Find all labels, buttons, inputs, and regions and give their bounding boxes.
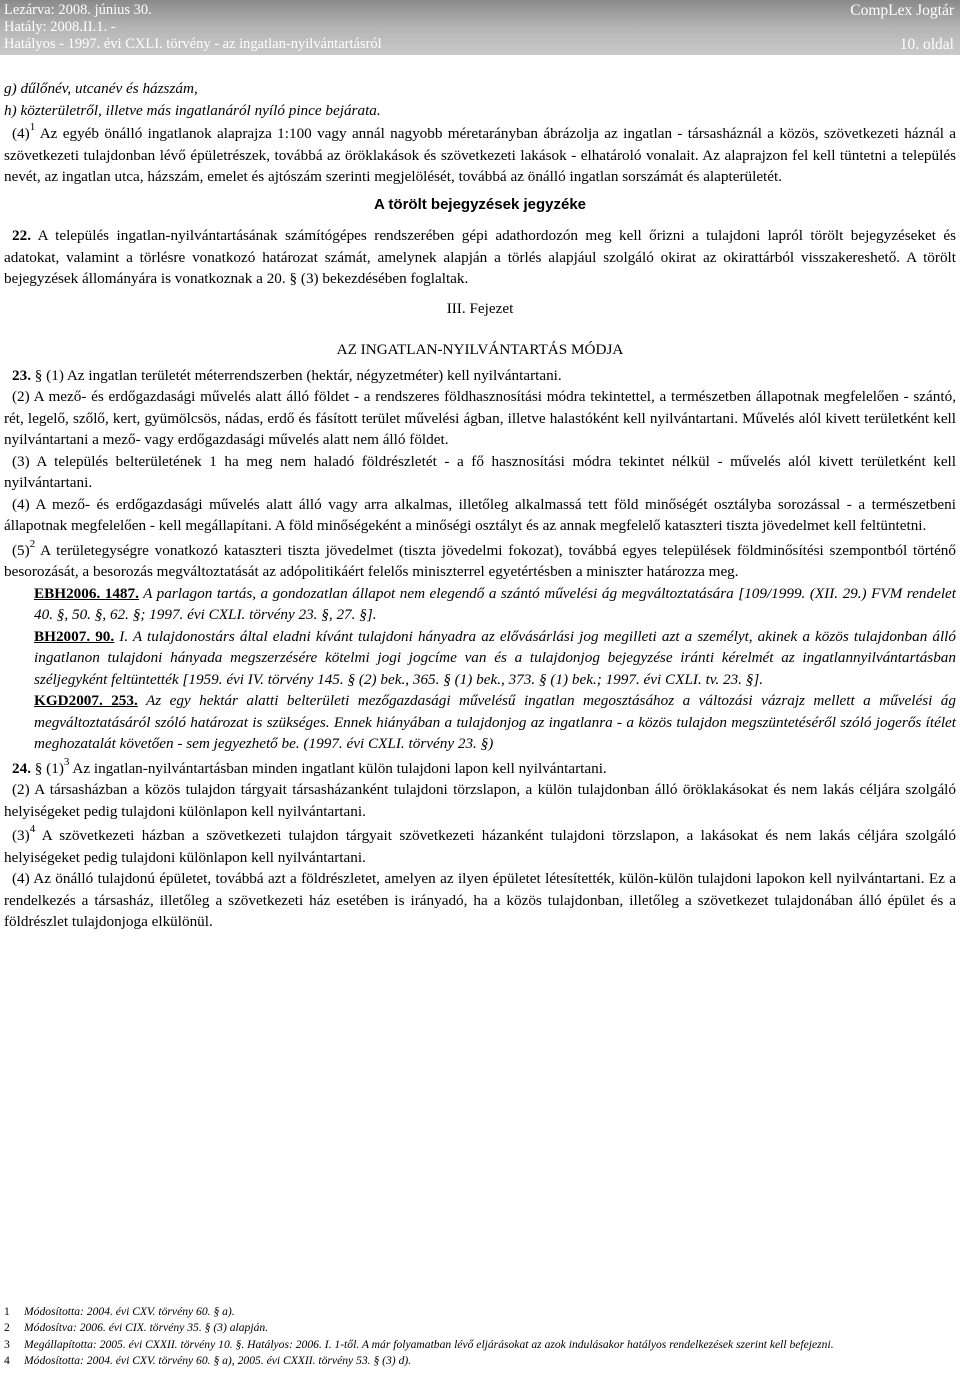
section-24-3 [4, 825, 956, 868]
section-23-3: (3) A település belterületének 1 ha meg nem haladó földrészletét - a fő hasznosítási módra tekintet nélkül - művelés alól kivett területként kell nyilvántartani. [4, 452, 956, 491]
chapter-number: III. Fejezet [446, 299, 514, 317]
header-effective-date: Hatály: 2008.II.1. - [4, 19, 116, 35]
paragraph-text: A területegységre vonatkozó kataszteri tiszta jövedelmet (tiszta jövedelmi fokozat), továbbá egyes települések földminősítési szempontból történő besorozását, a besorozás megváltoztatását az adópolitikáért felelős miniszterrel egyetértésben a miniszter határozza meg. [4, 541, 956, 580]
section-24-4: (4) Az önálló tulajdonú épületet, továbbá azt a földrészletet, amelyen az ilyen épületet létesítették, külön-külön tulajdoni lapokon kell nyilvántartani. Ez a rendelkezés a társasház, illetőleg a szövetkezeti ház esetében is irányadó, ha a közös tulajdonban, illetőleg a szövetkezet tulajdonában álló épület és a földrészlet tulajdonjoga elkülönül. [4, 870, 956, 930]
document-body [4, 78, 956, 933]
footnote-number: 2 [4, 1321, 10, 1335]
case-summary: A parlagon tartás, a gondozatlan állapot nem elegendő a szántó művelési ág megváltoztatására [109/1999. (XII. 29.) FVM rendelet 40. §, 50. §, 62. §; 1997. évi CXLI. törvény 23. §, 27. §]. [34, 584, 956, 623]
header-page-number: 10. oldal [899, 36, 954, 53]
footnote-ref-1[interactable]: 1 [29, 121, 36, 133]
header-law-title: Hatályos - 1997. évi CXLI. törvény - az ingatlan-nyilvántartásról [4, 36, 382, 52]
footnote-number: 1 [4, 1305, 10, 1318]
paragraph-text: Az ingatlan-nyilvántartásban minden ingatlant külön tulajdoni lapon kell nyilvántartani. [69, 759, 607, 777]
header-closing-date: Lezárva: 2008. június 30. [4, 2, 152, 18]
footnote-ref-3[interactable]: 3 [63, 755, 70, 768]
paragraph-text: A szövetkezeti házban a szövetkezeti tulajdon tárgyait szövetkezeti házanként tulajdoni törzslapon, a lakásokat és nem lakás céljára szolgáló helyiségeket pedig tulajdoni különlapon kell nyilvántartani. [4, 827, 956, 866]
paragraph-number: (3) [12, 827, 30, 844]
section-23-5 [4, 537, 956, 583]
footnote-number: 3 [4, 1337, 10, 1351]
case-reference-link[interactable]: EBH2006. 1487. [34, 584, 139, 602]
footnote-number: 4 [4, 1354, 10, 1368]
paragraph-number: (5) [12, 541, 30, 559]
paragraph-number: (4) [12, 125, 30, 142]
list-item-h: h) közterületről, illetve más ingatlanáról nyíló pince bejárata. [4, 101, 381, 119]
section-23-2: (2) A mező- és erdőgazdasági művelés alatt álló földet - a rendszeres földhasznosítási módra tekintettel, a természetben állapotnak megfelelően - szántó, rét, legelő, szőlő, kert, gyümölcsös, nádas, erdő és fásított terület művelési ágban, illetve halastóként kell nyilvántartani. Művelés alól kivett területként kell nyilvántartani a mező- vagy erdőgazdasági művelés alatt nem álló földet. [4, 388, 956, 448]
section-22 [4, 225, 956, 290]
footnote-text: Módosította: 2004. évi CXV. törvény 60. § a). [24, 1305, 235, 1318]
section-23-1 [4, 365, 956, 387]
footnote-ref-2[interactable]: 2 [29, 537, 36, 550]
footnote-4 [4, 1353, 956, 1369]
page-header [0, 0, 960, 55]
footnote-text: Módosította: 2004. évi CXV. törvény 60. § a), 2005. évi CXXII. törvény 53. § (3) d). [24, 1354, 412, 1368]
footnote-text: Megállapította: 2005. évi CXXII. törvény 10. §. Hatályos: 2006. I. 1-től. A már folyamatban lévő eljárásokat az azok indulásakor hatályos rendelkezések szerint kell befejezni. [24, 1337, 834, 1351]
section-number: 23. [12, 366, 31, 384]
case-law-entry [4, 690, 956, 755]
chapter-title: AZ INGATLAN-NYILVÁNTARTÁS MÓDJA [336, 341, 624, 358]
section-number: 22. [12, 227, 31, 244]
footnote-1 [4, 1304, 956, 1320]
footnote-3 [4, 1337, 956, 1353]
footnote-text: Módosítva: 2006. évi CIX. törvény 35. § (3) alapján. [24, 1321, 269, 1335]
case-law-entry [4, 583, 956, 626]
case-reference-link[interactable]: KGD2007. 253. [34, 692, 138, 709]
footnote-ref-4[interactable]: 4 [29, 823, 36, 835]
paragraph-number: § (1) [30, 759, 64, 777]
case-law-entry [4, 626, 956, 691]
section-24-1 [4, 755, 956, 780]
section-text: A település ingatlan-nyilvántartásának számítógépes rendszerében gépi adathordozón meg kell őrizni a tulajdoni lapról törölt bejegyzéseket és adatokat, valamint a törlésre vonatkozó határozat számát, amelynek alapján a törlés alapjául szolgáló okirat az okirattárból visszakereshető. A törölt bejegyzések állományára is vonatkoznak a 20. § (3) bekezdésében foglaltak. [4, 227, 956, 287]
footnotes [4, 1304, 956, 1370]
case-summary: Az egy hektár alatti belterületi mezőgazdasági művelésű ingatlan megosztásához a változási vázrajz mellett a művelési ág megváltoztatásáról szóló határozat is szükséges. Ennek hiányában a tulajdonjog az ingatlanra - a közös tulajdon megszüntetéséről szóló jogerős ítélet meghozatalát követően - sem jegyezhető be. (1997. évi CXLI. törvény 23. §) [34, 692, 956, 752]
case-reference-link[interactable]: BH2007. 90. [34, 627, 115, 645]
section-heading-deleted-entries: A törölt bejegyzések jegyzéke [373, 195, 587, 213]
list-item-g: g) dűlőnév, utcanév és házszám, [4, 80, 198, 97]
case-summary: I. A tulajdonostárs által eladni kívánt tulajdoni hányadra az elővásárlási jog megilleti azt a személyt, akinek a közös tulajdonban álló ingatlanon tulajdoni hányada megszerzésére kötelmi jogi jogcíme van és a tulajdonjog bejegyzése iránti kérelmét az ingatlannyilvántartásban széljegyként feltüntették [1959. évi IV. törvény 145. § (2) bek., 365. § (1) bek., 373. § (1) bek.; 1997. évi CXLI. tv. 23. §]. [34, 627, 956, 688]
header-product-name: CompLex Jogtár [850, 2, 954, 19]
section-text: § (1) Az ingatlan területét méterrendszerben (hektár, négyzetméter) kell nyilvántartani. [30, 366, 562, 384]
section-23-4: (4) A mező- és erdőgazdasági művelés alatt álló vagy arra alkalmas, illetőleg alkalmassá tett föld minőségét osztályba sorozással - a természetbeni állapotnak megfelelően - kell megállapítani. A föld minőségeként a minőségi osztályt és az annak megfelelő kataszteri tiszta jövedelmet kell feltüntetni. [4, 495, 956, 534]
footnote-2 [4, 1320, 956, 1336]
section-24-2: (2) A társasházban a közös tulajdon tárgyait társasházanként tulajdoni törzslapon, a külön tulajdonban álló öröklakásokat és nem lakás céljára szolgáló helyiségeket pedig tulajdoni különlapon kell nyilvántartani. [4, 781, 956, 820]
paragraph-21-4 [4, 123, 956, 188]
section-number: 24. [12, 759, 31, 777]
paragraph-text: Az egyéb önálló ingatlanok alaprajza 1:100 vagy annál nagyobb méretarányban ábrázolja az ingatlan - társasháznál a közös, szövetkezeti háznál a szövetkezeti tulajdonban lévő épületrészek, továbbá az öröklakások és szövetkezeti lakások - elhatároló vonalait. Az alaprajzon fel kell tüntetni a település nevét, az ingatlan utca, házszám, emelet és ajtószám szerinti megjelölését, továbbá az önálló ingatlan sorszámát és alapterületét. [4, 125, 956, 185]
